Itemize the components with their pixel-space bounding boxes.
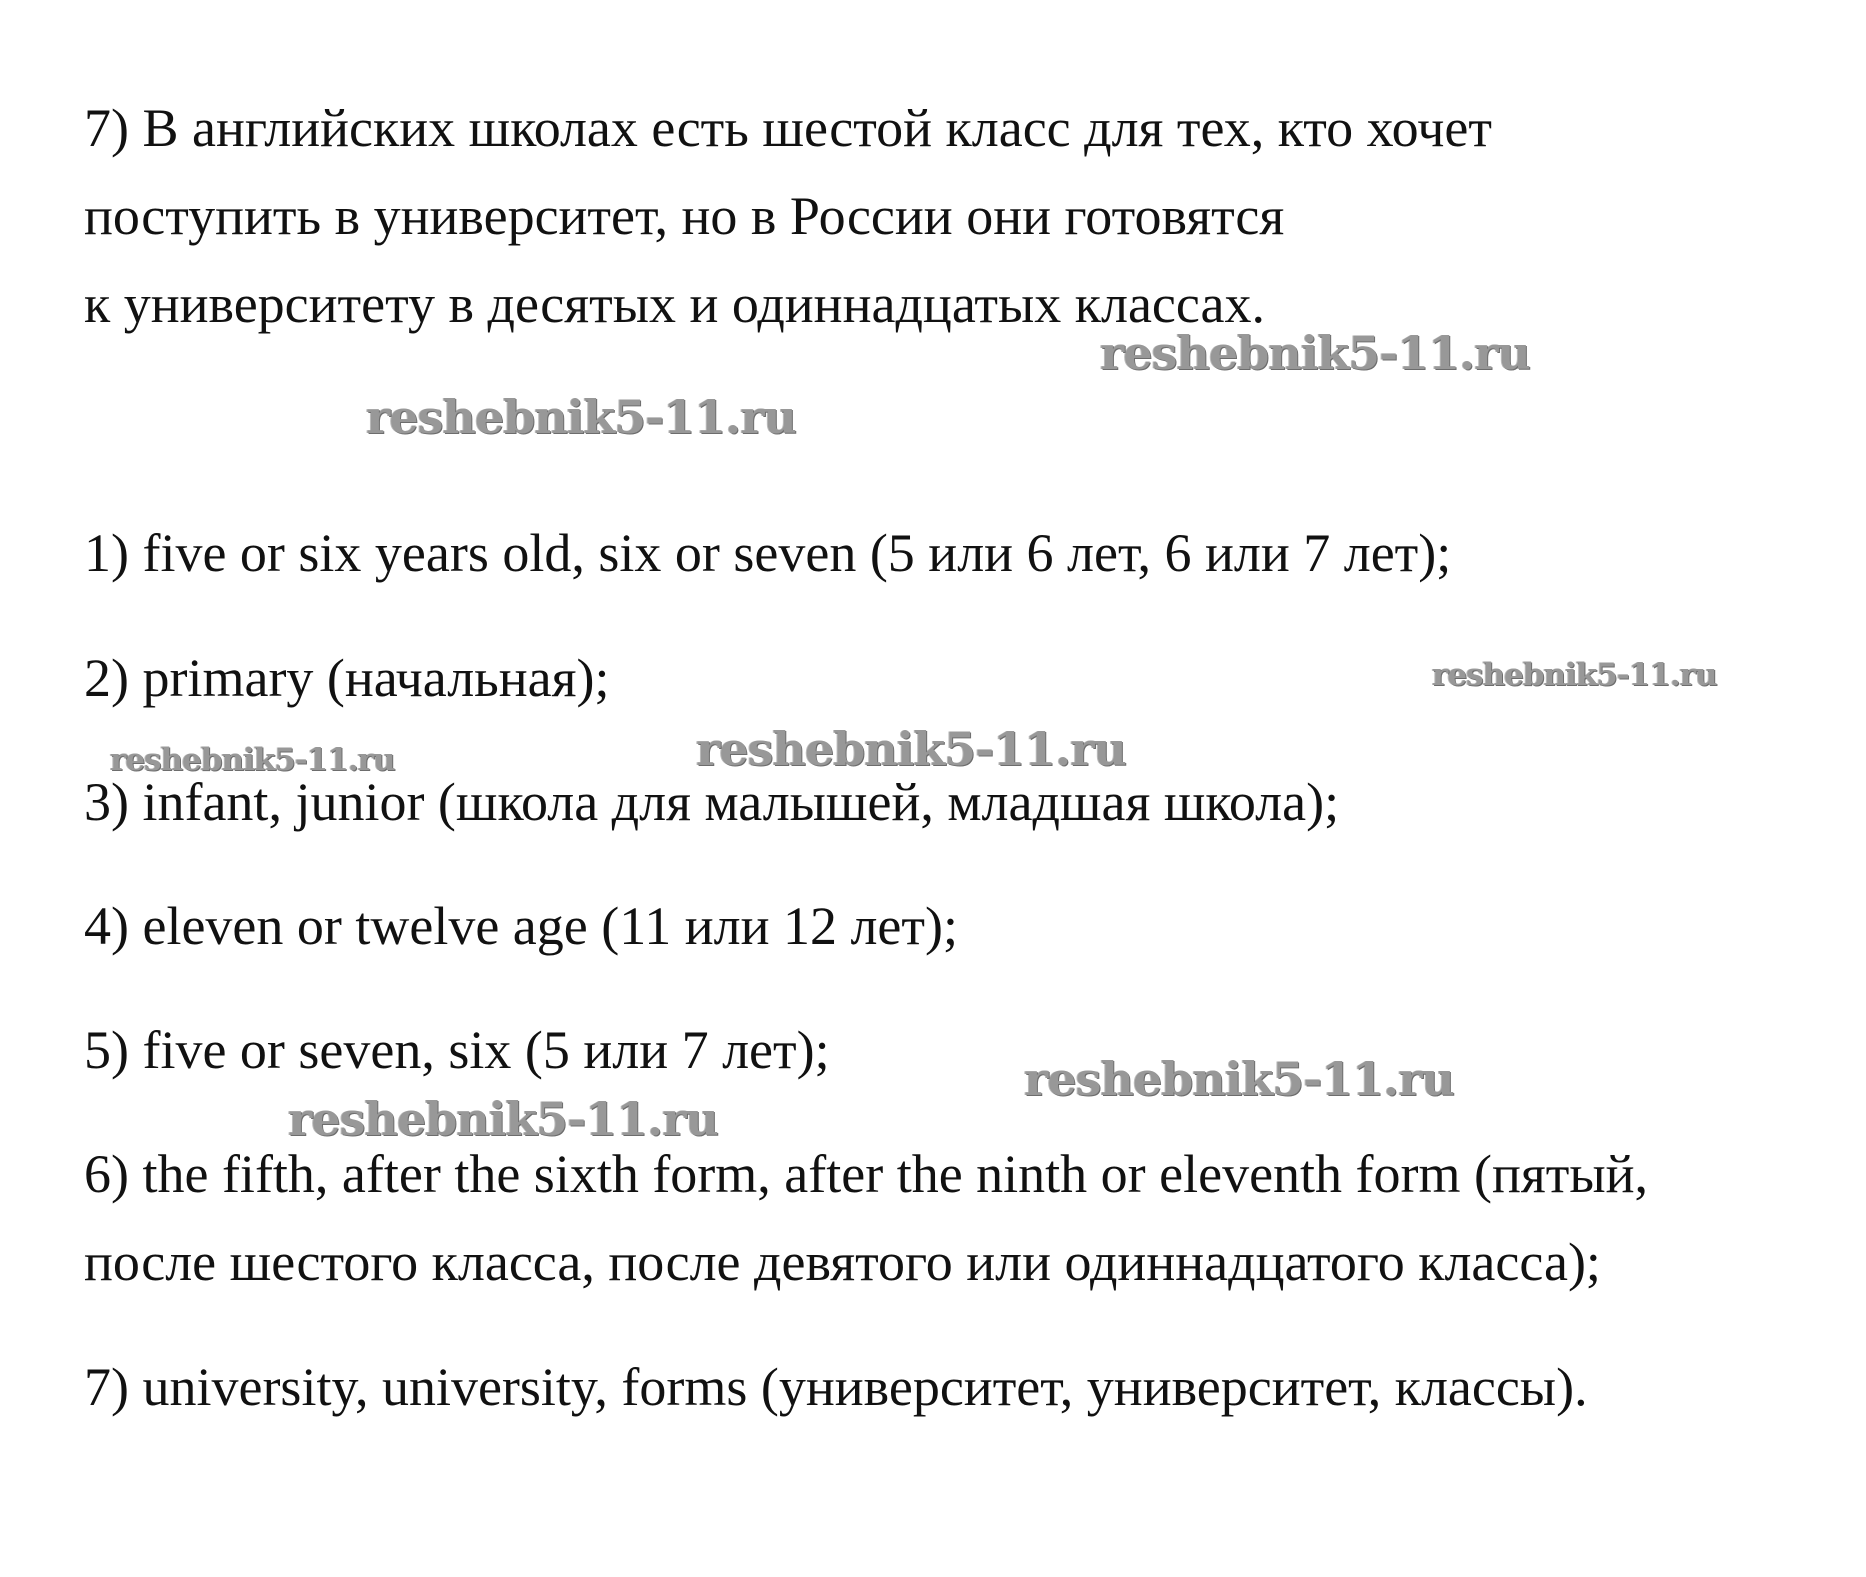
answer-4: 4) eleven or twelve age (11 или 12 лет); [84, 896, 958, 956]
answer-7: 7) university, university, forms (университет, университет, классы). [84, 1357, 1588, 1417]
watermark: reshebnik5-11.ru [696, 722, 1126, 776]
paragraph-7-line-3: к университету в десятых и одиннадцатых классах. [84, 274, 1265, 334]
watermark: reshebnik5-11.ru [1024, 1052, 1454, 1106]
answer-3: 3) infant, junior (школа для малышей, младшая школа); [84, 772, 1340, 832]
paragraph-7-line-2: поступить в университет, но в России они готовятся [84, 186, 1285, 246]
watermark: reshebnik5-11.ru [288, 1092, 718, 1146]
paragraph-7-line-1: 7) В английских школах есть шестой класс для тех, кто хочет [84, 98, 1492, 158]
answer-6-line-2: после шестого класса, после девятого или одиннадцатого класса); [84, 1232, 1601, 1292]
watermark: reshebnik5-11.ru [1100, 326, 1530, 380]
watermark: reshebnik5-11.ru [110, 742, 395, 778]
watermark: reshebnik5-11.ru [366, 390, 796, 444]
answer-6-line-1: 6) the fifth, after the sixth form, after the ninth or eleventh form (пятый, [84, 1144, 1649, 1204]
watermark: reshebnik5-11.ru [1432, 657, 1717, 693]
answer-1: 1) five or six years old, six or seven (5 или 6 лет, 6 или 7 лет); [84, 523, 1452, 583]
answer-2: 2) primary (начальная); [84, 648, 610, 708]
answer-5: 5) five or seven, six (5 или 7 лет); [84, 1020, 830, 1080]
